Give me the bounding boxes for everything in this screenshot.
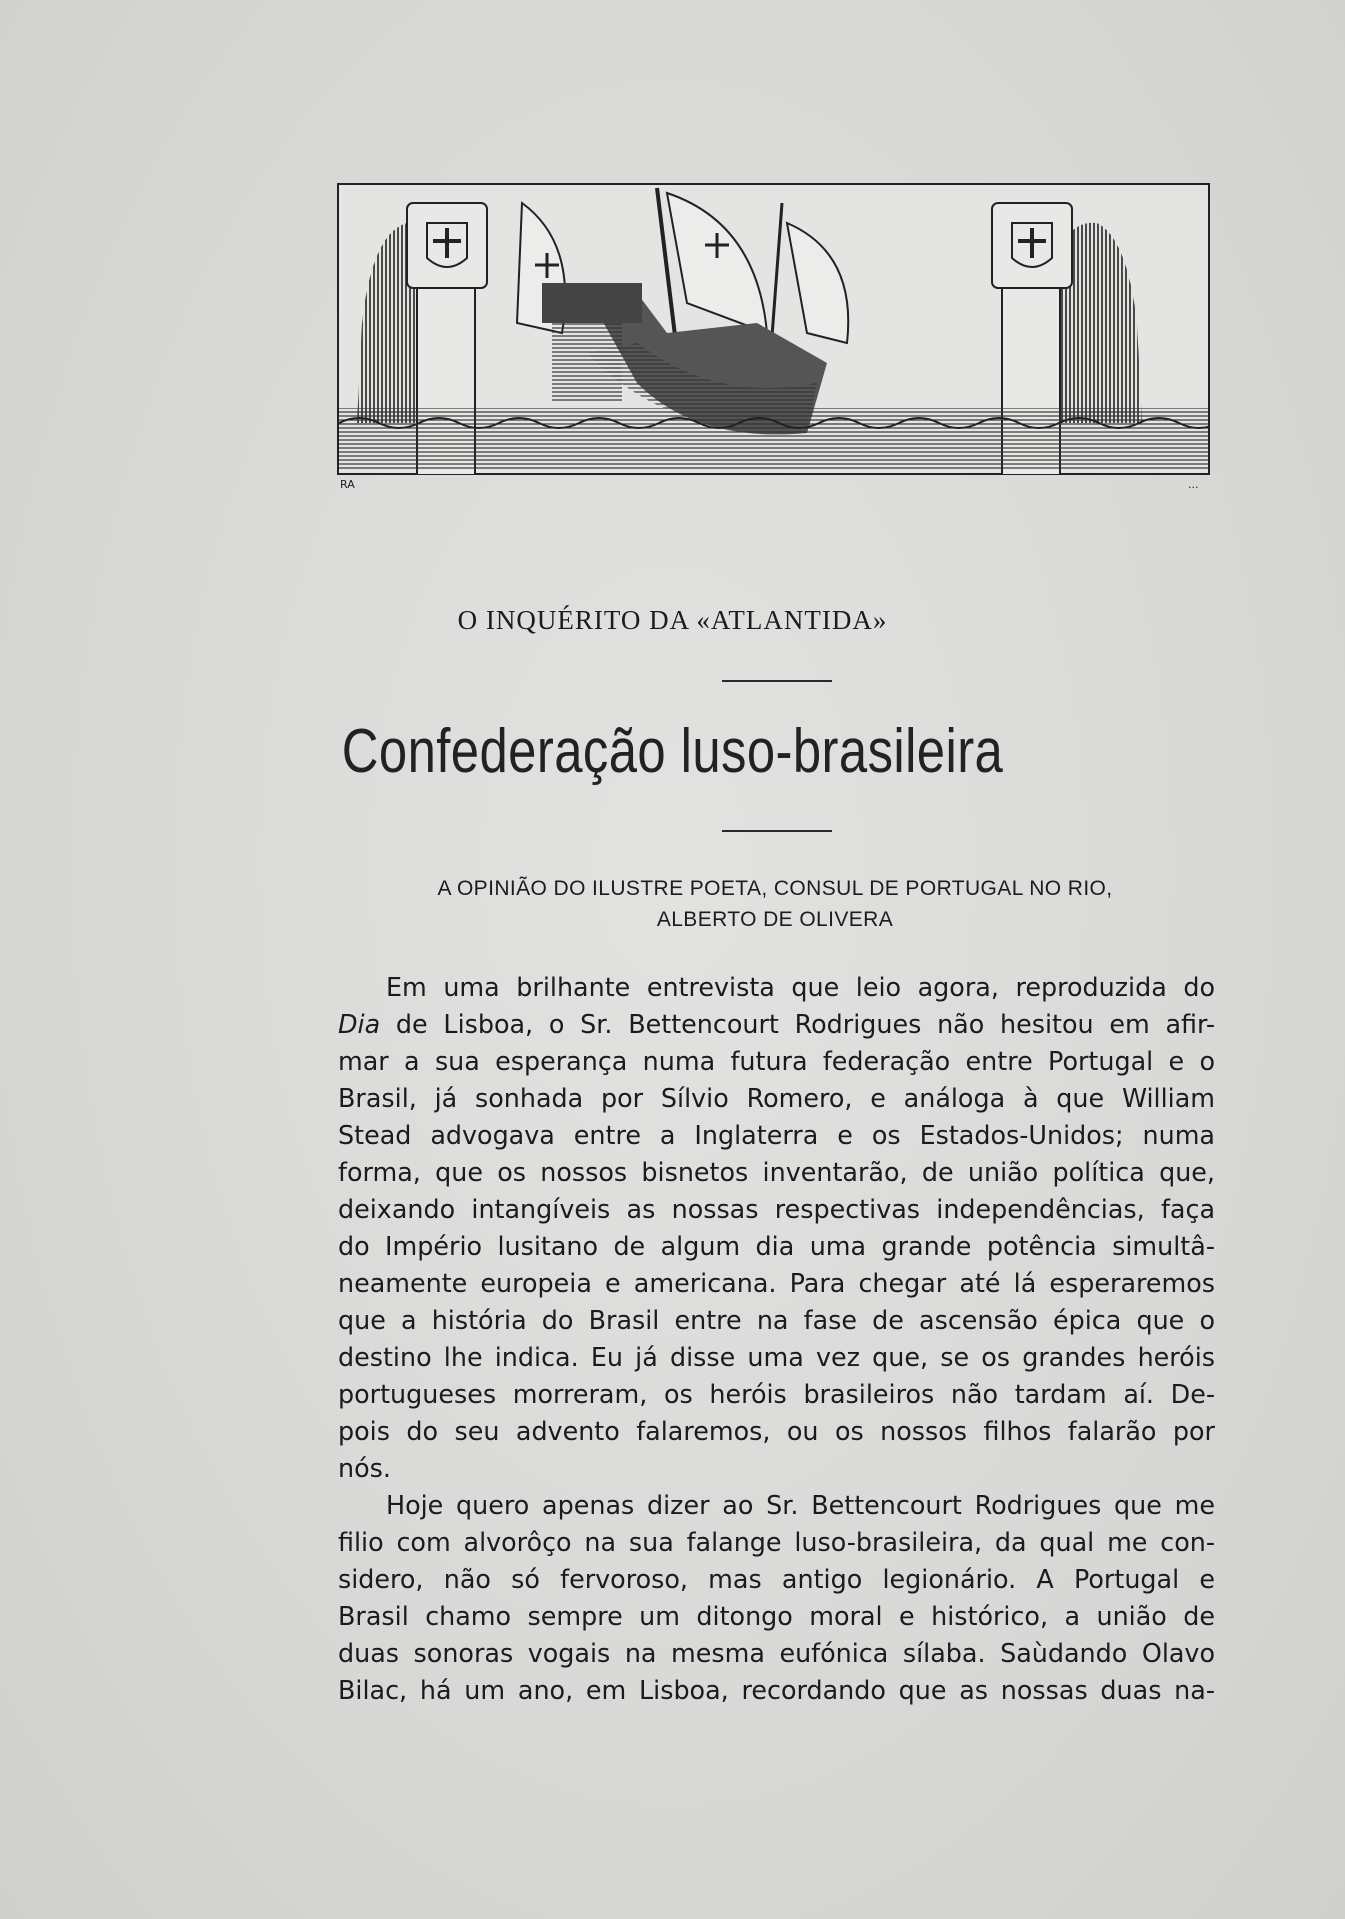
engraver-mark: ... xyxy=(1188,478,1199,491)
paragraph-1-line: nós. xyxy=(338,1453,391,1483)
divider-rule-bottom xyxy=(722,830,832,832)
paragraph-1-line: Dia de Lisboa, o Sr. Bettencourt Rodrigues não hesitou em afir- xyxy=(338,1009,1215,1039)
paragraph-1-line: do Império lusitano de algum dia uma grande potência simultâ- xyxy=(338,1231,1215,1261)
paragraph-1-line: portugueses morreram, os heróis brasileiros não tardam aí. De- xyxy=(338,1379,1215,1409)
paragraph-1-line: destino lhe indica. Eu já disse uma vez que, se os grandes heróis xyxy=(338,1342,1215,1372)
paragraph-2-line: filio com alvorôço na sua falange luso-brasileira, da qual me con- xyxy=(338,1527,1215,1557)
subtitle-line-1: A OPINIÃO DO ILUSTRE POETA, CONSUL DE PORTUGAL NO RIO, xyxy=(437,877,1113,900)
paragraph-1-line: Brasil, já sonhada por Sílvio Romero, e análoga à que William xyxy=(338,1083,1215,1113)
paragraph-2-line: Hoje quero apenas dizer ao Sr. Bettencourt Rodrigues que me xyxy=(386,1490,1215,1520)
subtitle-line-2: ALBERTO DE OLIVERA xyxy=(656,908,894,931)
caravel-woodcut-image xyxy=(337,183,1210,475)
ship-vignette-illustration xyxy=(337,183,1210,475)
paragraph-2-line: Brasil chamo sempre um ditongo moral e histórico, a união de xyxy=(338,1601,1215,1631)
paragraph-1-line: neamente europeia e americana. Para chegar até lá esperaremos xyxy=(338,1268,1215,1298)
paragraph-1-line: mar a sua esperança numa futura federação entre Portugal e o xyxy=(338,1046,1215,1076)
paragraph-2-line: Bilac, há um ano, em Lisboa, recordando que as nossas duas na- xyxy=(338,1675,1215,1705)
newspaper-name: Dia xyxy=(338,1009,381,1039)
page-title: Confederação luso-brasileira xyxy=(341,717,1004,786)
paragraph-1-line: deixando intangíveis as nossas respectivas independências, faça xyxy=(338,1194,1215,1224)
article-subtitle xyxy=(335,873,1215,935)
artist-signature: RA xyxy=(340,478,355,491)
paragraph-1-line: pois do seu advento falaremos, ou os nossos filhos falarão por xyxy=(338,1416,1215,1446)
paragraph-1-line: Em uma brilhante entrevista que leio agora, reproduzida do xyxy=(386,972,1215,1002)
paragraph-1-line: forma, que os nossos bisnetos inventarão, de união política que, xyxy=(338,1157,1215,1187)
series-heading: O INQUÉRITO DA «ATLANTIDA» xyxy=(457,605,888,635)
paragraph-1-line: Stead advogava entre a Inglaterra e os Estados-Unidos; numa xyxy=(338,1120,1215,1150)
paragraph-2-line: duas sonoras vogais na mesma eufónica sílaba. Saùdando Olavo xyxy=(338,1638,1215,1668)
divider-rule-top xyxy=(722,680,832,682)
paragraph-2-line: sidero, não só fervoroso, mas antigo legionário. A Portugal e xyxy=(338,1564,1215,1594)
article-body xyxy=(338,969,1215,1709)
paragraph-1-line: que a história do Brasil entre na fase de ascensão épica que o xyxy=(338,1305,1215,1335)
